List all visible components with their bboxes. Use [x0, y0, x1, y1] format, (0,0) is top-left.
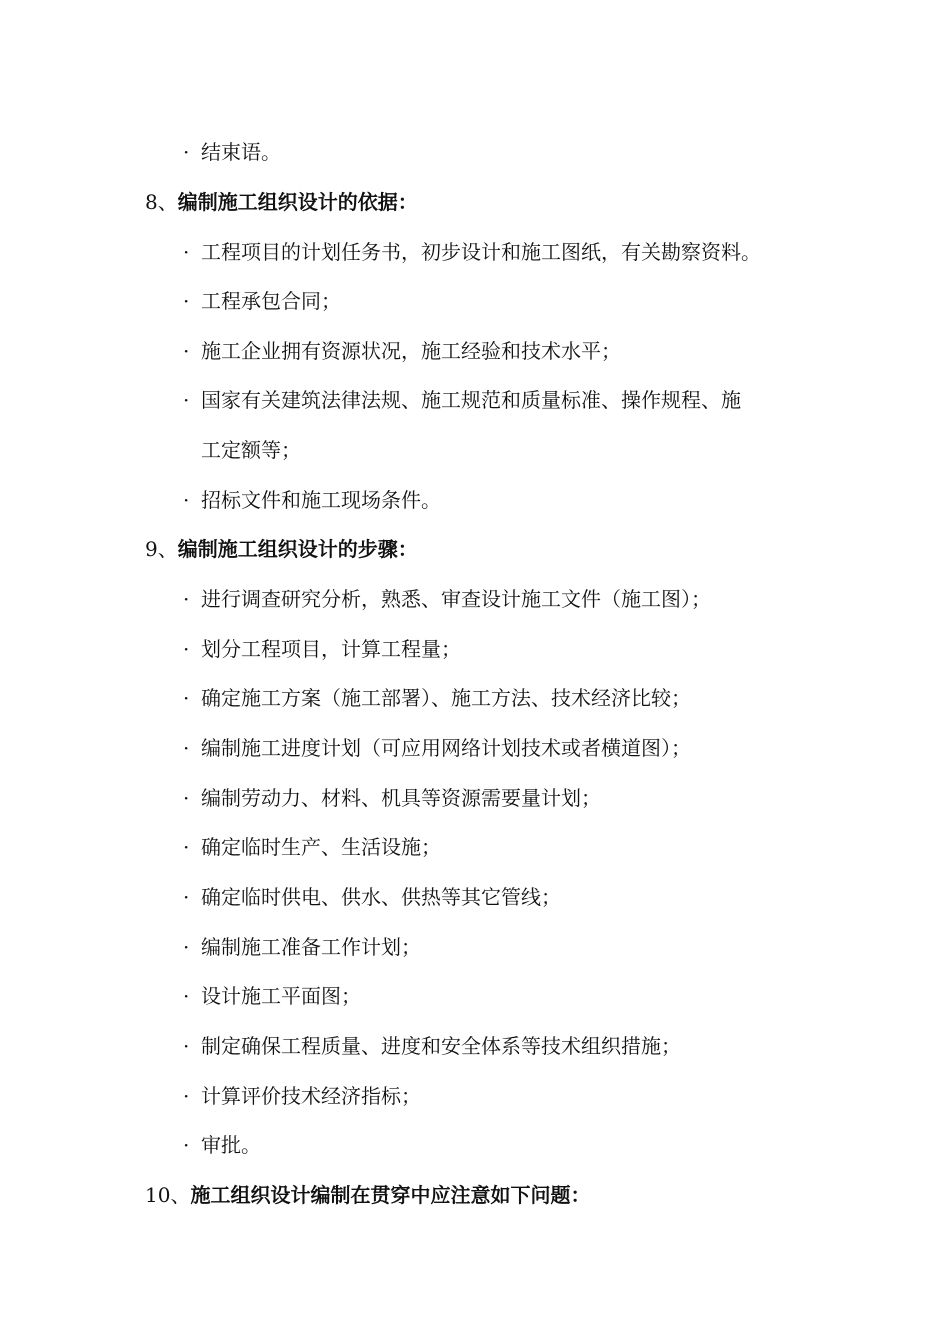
list-item [183, 735, 691, 761]
section-title: 编制施工组织设计的步骤： [177, 537, 418, 561]
list-item-text: 编制施工进度计划（可应用网络计划技术或者横道图）； [201, 736, 691, 760]
list-item-text: 确定临时生产、生活设施； [201, 835, 441, 859]
list-item [183, 139, 281, 165]
list-item-text: 编制劳动力、材料、机具等资源需要量计划； [201, 786, 601, 810]
list-item [183, 785, 601, 811]
list-item [183, 1033, 681, 1059]
list-item [183, 1083, 421, 1109]
list-item-text: 审批。 [201, 1133, 261, 1157]
list-item-text: 结束语。 [201, 140, 281, 164]
section-number: 8、 [145, 190, 178, 214]
list-item [183, 884, 561, 910]
list-item-text: 国家有关建筑法律法规、施工规范和质量标准、操作规程、施 [201, 388, 741, 412]
list-item [183, 239, 761, 265]
bullet-icon: · [183, 935, 190, 959]
list-item-text: 招标文件和施工现场条件。 [201, 488, 441, 512]
list-item-continuation: 工定额等； [201, 438, 301, 462]
bullet-icon: · [183, 388, 190, 412]
section-heading-8 [145, 189, 418, 215]
section-number: 10、 [145, 1183, 191, 1207]
list-item-text: 确定施工方案（施工部署）、施工方法、技术经济比较； [201, 686, 691, 710]
bullet-icon: · [183, 339, 190, 363]
list-item [183, 983, 361, 1009]
list-item-text: 制定确保工程质量、进度和安全体系等技术组织措施； [201, 1034, 681, 1058]
list-item-text: 设计施工平面图； [201, 984, 361, 1008]
section-title: 编制施工组织设计的依据： [177, 190, 418, 214]
section-heading-10 [145, 1182, 590, 1208]
bullet-icon: · [183, 587, 190, 611]
list-item [183, 685, 691, 711]
list-item-text: 工程承包合同； [201, 289, 341, 313]
list-item-text: 划分工程项目，计算工程量； [201, 637, 461, 661]
list-item [183, 934, 421, 960]
list-item [183, 487, 441, 513]
list-item [183, 834, 441, 860]
bullet-icon: · [183, 289, 190, 313]
bullet-icon: · [183, 984, 190, 1008]
list-item [183, 586, 711, 612]
list-item [183, 1132, 261, 1158]
section-number: 9、 [145, 537, 178, 561]
section-heading-9 [145, 536, 418, 562]
bullet-icon: · [183, 140, 190, 164]
list-item [183, 636, 461, 662]
bullet-icon: · [183, 1084, 190, 1108]
list-item-text: 施工企业拥有资源状况，施工经验和技术水平； [201, 339, 621, 363]
bullet-icon: · [183, 1034, 190, 1058]
list-item [183, 387, 741, 413]
bullet-icon: · [183, 835, 190, 859]
list-item-text: 计算评价技术经济指标； [201, 1084, 421, 1108]
list-item [183, 288, 341, 314]
bullet-icon: · [183, 1133, 190, 1157]
bullet-icon: · [183, 786, 190, 810]
bullet-icon: · [183, 736, 190, 760]
list-item [183, 338, 621, 364]
bullet-icon: · [183, 240, 190, 264]
bullet-icon: · [183, 637, 190, 661]
list-item-text: 确定临时供电、供水、供热等其它管线； [201, 885, 561, 909]
list-item-text: 工程项目的计划任务书，初步设计和施工图纸，有关勘察资料。 [201, 240, 761, 264]
bullet-icon: · [183, 488, 190, 512]
list-item-text: 进行调查研究分析，熟悉、审查设计施工文件（施工图）； [201, 587, 711, 611]
section-title: 施工组织设计编制在贯穿中应注意如下问题： [190, 1183, 591, 1207]
bullet-icon: · [183, 885, 190, 909]
list-item-text: 编制施工准备工作计划； [201, 935, 421, 959]
bullet-icon: · [183, 686, 190, 710]
